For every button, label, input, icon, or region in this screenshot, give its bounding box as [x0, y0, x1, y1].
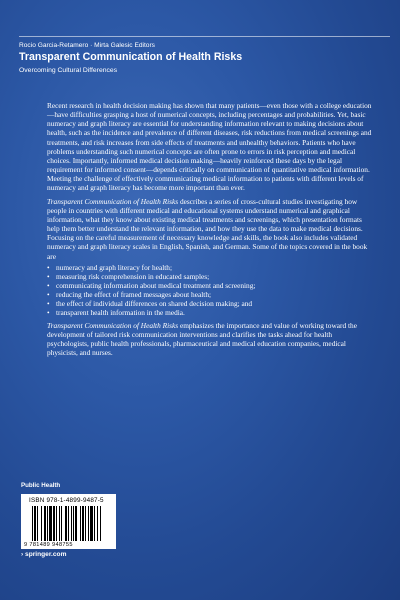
- barcode-bar: [32, 506, 33, 541]
- back-cover-blurb: [47, 101, 372, 357]
- barcode-digits: 9 781489 948755: [24, 542, 73, 548]
- barcode-bar: [34, 506, 36, 541]
- blurb-paragraph-3: [47, 321, 372, 358]
- topics-list: [47, 263, 372, 318]
- barcode-bar: [73, 506, 74, 541]
- barcode-bar: [44, 506, 46, 541]
- barcode-image: [32, 506, 108, 541]
- list-item: • reducing the effect of framed messages about health;: [47, 290, 372, 299]
- barcode-bar: [68, 506, 69, 541]
- barcode-bar: [82, 506, 84, 541]
- cover-header: [19, 36, 390, 75]
- list-item: • transparent health information in the media.: [47, 308, 372, 317]
- blurb-paragraph-2: [47, 197, 372, 261]
- list-item: • the effect of individual differences on shared decision making; and: [47, 299, 372, 308]
- barcode-bar: [100, 506, 101, 541]
- barcode-bar: [94, 506, 95, 541]
- barcode-bar: [47, 506, 48, 541]
- barcode-bar: [71, 506, 72, 541]
- barcode-bar: [97, 506, 98, 541]
- editors-line: [19, 41, 390, 50]
- barcode-bar: [61, 506, 62, 541]
- barcode-bar: [49, 506, 52, 541]
- isbn-label: ISBN 978-1-4899-9487-5: [29, 497, 104, 504]
- list-item: • measuring risk comprehension in educated samples;: [47, 272, 372, 281]
- editors-label: Editors: [134, 42, 155, 49]
- publisher-website: › springer.com: [21, 551, 67, 558]
- barcode-bar: [80, 506, 81, 541]
- editor-names: Rocio Garcia-Retamero · Mirta Galesic: [19, 42, 133, 49]
- blurb-paragraph-3-text: emphasizes the importance and value of working toward the development of tailored risk communication interventions and clarifies the tasks ahead for health psychologists, public health professionals, pharmaceutical and medical education companies, medical physicists, and nurses.: [47, 320, 357, 358]
- barcode-box: [21, 494, 116, 549]
- blurb-paragraph-1: Recent research in health decision making has shown that many patients—even those with a college education—have difficulties grasping a host of numerical concepts, including percentages and probabilities. Yet, basic numeracy and graph literacy are essential for understanding information relevant to making decisions about health, such as the incidence and prevalence of different diseases, risk reductions from medical screenings and treatments, and risk increases from side effects of treatments and unhealthy behaviors. Patients who have problems understanding such numerical concepts are often prone to errors in risk perception and medical choices. Importantly, informed medical decision making—heavily reinforced these days by the legal requirement for informed consent—depends critically on communication of quantitative medical information. Meeting the challenge of effectively communicating medical information to patients with different levels of numeracy and graph literacy has become more important than ever.: [47, 101, 372, 193]
- book-title-reference: Transparent Communication of Health Risks: [47, 196, 179, 206]
- book-subtitle: Overcoming Cultural Differences: [19, 67, 118, 74]
- barcode-bar: [59, 506, 60, 541]
- barcode-bar: [41, 506, 42, 541]
- barcode-bar: [75, 506, 77, 541]
- barcode-bar: [65, 506, 67, 541]
- barcode-bar: [88, 506, 89, 541]
- barcode-bar: [53, 506, 55, 541]
- blurb-paragraph-2-text: describes a series of cross-cultural studies investigating how people in countries with different medical and educational systems understand numerical and graphical information, what they know about existing medical treatments and screenings, which presentation formats help them better understand the relevant information, and how they use the data to make medical decisions. Focusing on the careful measurement of necessary knowledge and skills, the book also includes validated numeracy and graph literacy scales in English, Spanish, and German. Some of the topics covered in the book are: [47, 196, 368, 261]
- barcode-bar: [37, 506, 38, 541]
- book-title: Transparent Communication of Health Risks: [19, 51, 243, 63]
- subject-category: Public Health: [21, 482, 61, 489]
- barcode-bar: [90, 506, 93, 541]
- barcode-bar: [56, 506, 57, 541]
- book-title-reference: Transparent Communication of Health Risks: [47, 320, 179, 330]
- barcode-bar: [85, 506, 86, 541]
- list-item: • communicating information about medical treatment and screening;: [47, 281, 372, 290]
- list-item: • numeracy and graph literacy for health;: [47, 263, 372, 272]
